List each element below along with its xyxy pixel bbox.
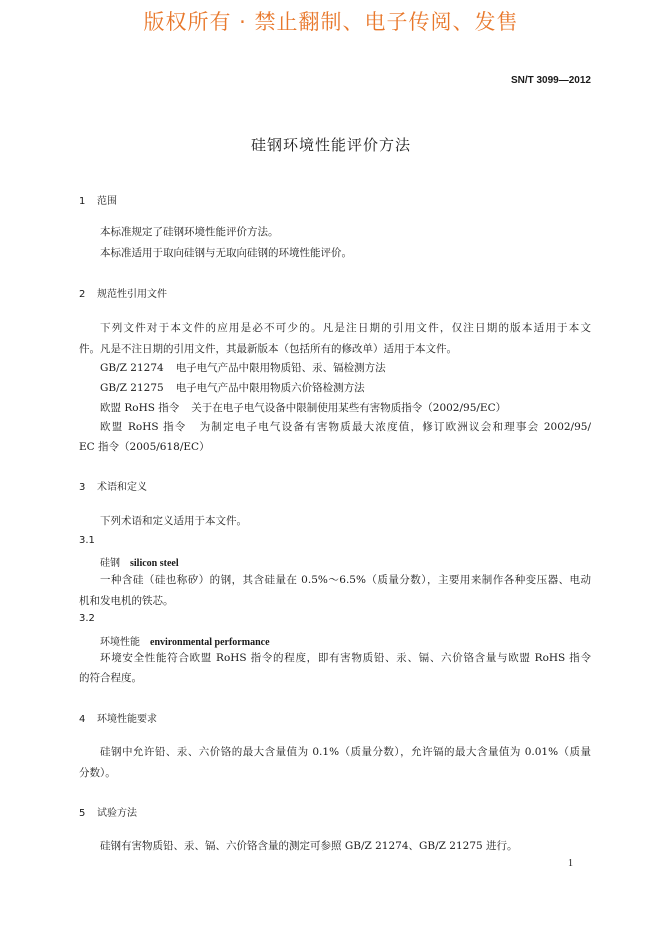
reference-item [100, 358, 591, 379]
term-number: 3.1 [79, 535, 95, 546]
standard-number: SN/T 3099—2012 [510, 75, 591, 86]
reference-title: 电子电气产品中限用物质铅、汞、镉检测方法 [175, 362, 386, 374]
document-title: 硅钢环境性能评价方法 [250, 136, 411, 154]
term-heading [100, 554, 179, 569]
page-number: 1 [568, 858, 573, 869]
section-1-heading [79, 192, 117, 207]
reference-title: 为制定电子电气设备有害物质最大浓度值，修订欧洲议会和理事会 2002/95/ [198, 421, 591, 433]
requirements-line: 分数）。 [79, 767, 116, 779]
term-number: 3.2 [79, 613, 95, 624]
term-definition-line: 机和发电机的铁芯。 [79, 595, 174, 607]
section-number: 1 [79, 196, 86, 207]
scope-paragraph: 本标准规定了硅钢环境性能评价方法。 [100, 226, 279, 238]
requirements-line: 硅钢中允许铅、汞、六价铬的最大含量值为 0.1%（质量分数），允许镉的最大含量值为 0.01%（质量 [100, 746, 591, 758]
term-chinese: 环境性能 [100, 637, 140, 648]
reference-title: 关于在电子电气设备中限制使用某些有害物质指令（2002/95/EC） [191, 402, 507, 414]
copyright-watermark: 版权所有 · 禁止翻制、电子传阅、发售 [143, 10, 519, 34]
scope-paragraph: 本标准适用于取向硅钢与无取向硅钢的环境性能评价。 [100, 247, 352, 259]
term-english: silicon steel [130, 558, 179, 569]
section-number: 2 [79, 289, 86, 300]
test-method-line: 硅钢有害物质铅、汞、镉、六价铬含量的测定可参照 GB/Z 21274、GB/Z 21275 进行。 [100, 840, 518, 852]
reference-code: GB/Z 21274 [100, 362, 164, 374]
reference-code: 欧盟 RoHS 指令 [100, 421, 187, 433]
section-number: 3 [79, 482, 86, 493]
reference-title-continued: EC 指令（2005/618/EC） [79, 441, 210, 453]
refs-intro-line: 下列文件对于本文件的应用是必不可少的。凡是注日期的引用文件，仅注日期的版本适用于本文 [100, 322, 591, 334]
reference-title: 电子电气产品中限用物质六价铬检测方法 [175, 382, 365, 394]
section-5-heading [79, 804, 137, 819]
section-title: 试验方法 [97, 808, 137, 819]
term-definition-line: 的符合程度。 [79, 672, 142, 684]
reference-item [100, 378, 591, 399]
term-chinese: 硅钢 [100, 558, 120, 569]
reference-code: 欧盟 RoHS 指令 [100, 402, 180, 414]
term-definition-line: 环境安全性能符合欧盟 RoHS 指令的程度，即有害物质铅、汞、镉、六价铬含量与欧盟 RoHS 指令 [100, 652, 591, 664]
reference-item [100, 417, 591, 438]
term-definition-line: 一种含硅（硅也称矽）的钢，其含硅量在 0.5%～6.5%（质量分数），主要用来制作各种变压器、电动 [100, 574, 591, 586]
section-2-heading [79, 285, 167, 300]
refs-intro-line: 件。凡是不注日期的引用文件，其最新版本（包括所有的修改单）适用于本文件。 [79, 343, 457, 355]
term-english: environmental performance [150, 637, 270, 648]
section-title: 术语和定义 [97, 482, 147, 493]
section-4-heading [79, 710, 157, 725]
section-number: 5 [79, 808, 86, 819]
section-title: 规范性引用文件 [97, 289, 167, 300]
section-number: 4 [79, 714, 86, 725]
section-title: 环境性能要求 [97, 714, 157, 725]
term-heading [100, 633, 270, 648]
section-3-heading [79, 478, 147, 493]
section-title: 范围 [97, 196, 117, 207]
reference-item [100, 398, 591, 419]
terms-intro: 下列术语和定义适用于本文件。 [100, 515, 247, 527]
reference-code: GB/Z 21275 [100, 382, 164, 394]
